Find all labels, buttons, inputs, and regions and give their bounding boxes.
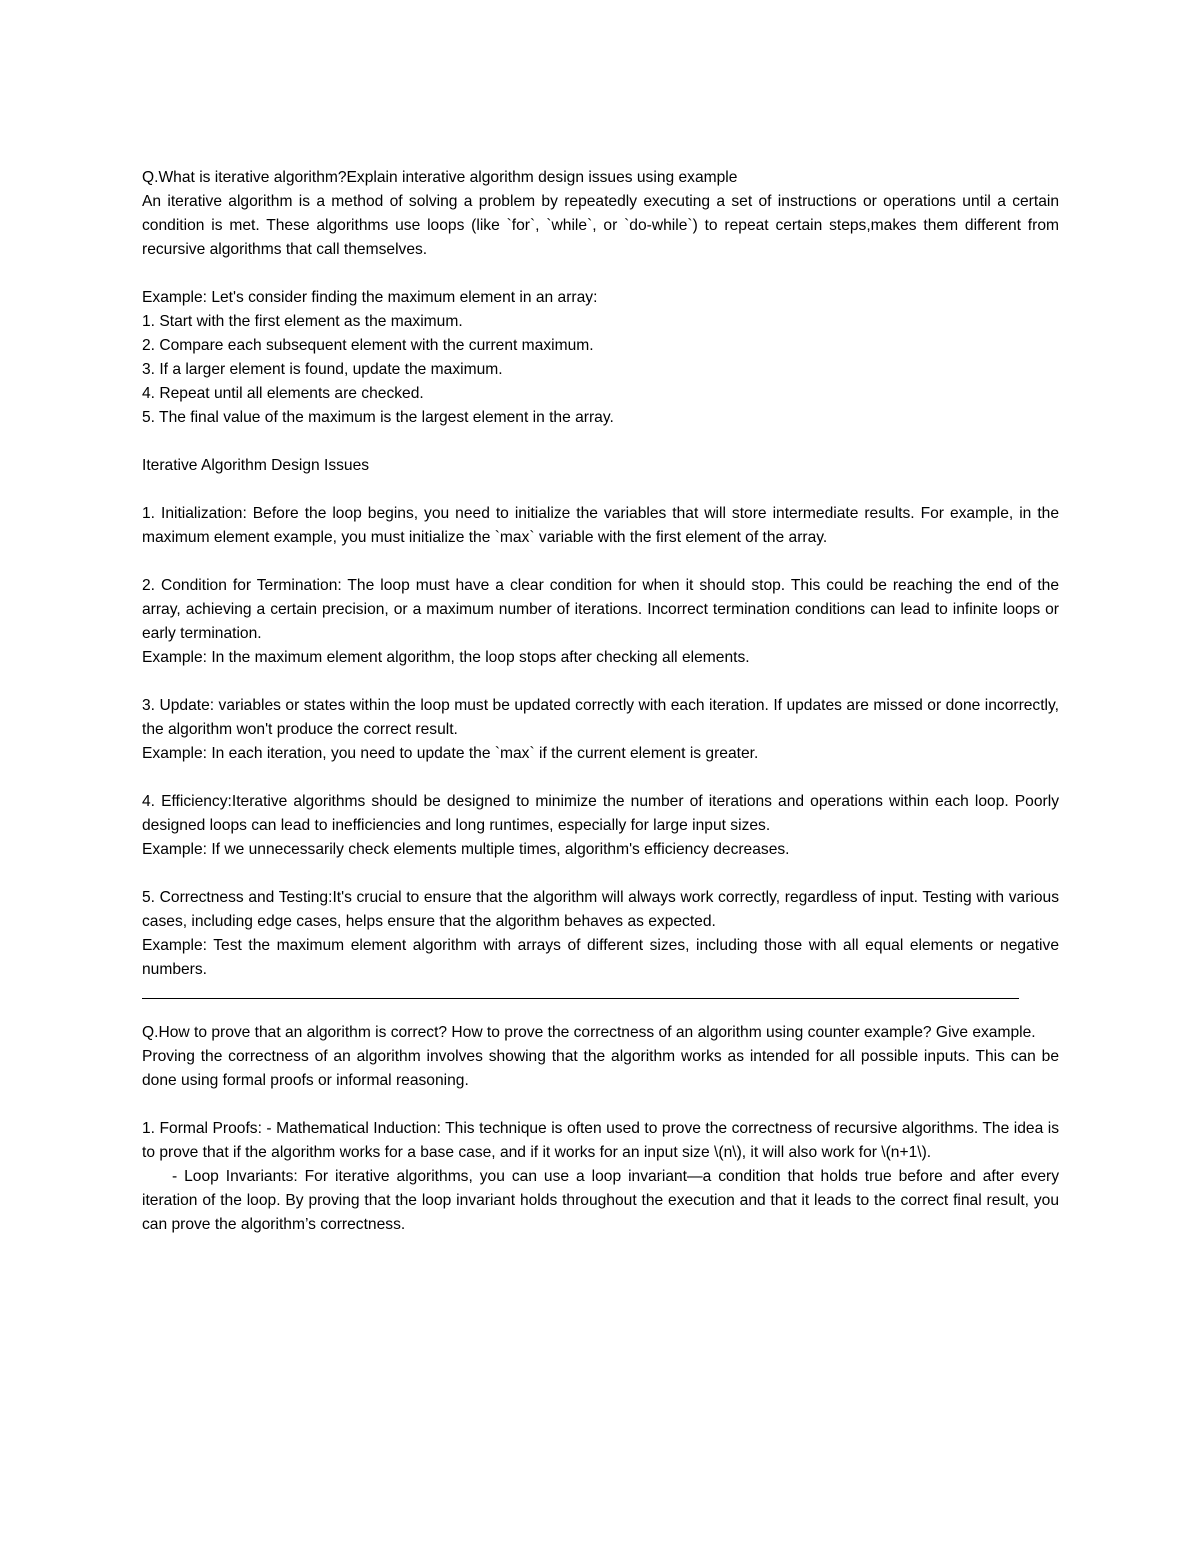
issue-correctness-testing-example: Example: Test the maximum element algorithm with arrays of different sizes, including those with all equal elements or negative numbers.	[142, 937, 1059, 978]
example-step-5: 5. The final value of the maximum is the largest element in the array.	[142, 409, 614, 426]
section-divider	[142, 998, 1019, 999]
formal-proofs-paragraph: 1. Formal Proofs: - Mathematical Induction: This technique is often used to prove the correctness of recursive algorithms. The idea is to prove that if the algorithm works for a base case, and if it works for an input size \(n\), it will also work for \(n+1\).	[142, 1120, 1059, 1161]
spacer	[142, 862, 1059, 886]
spacer	[142, 478, 1059, 502]
design-issues-heading: Iterative Algorithm Design Issues	[142, 457, 370, 474]
issue-update: 3. Update: variables or states within the loop must be updated correctly with each iteration. If updates are missed or done incorrectly, the algorithm won't produce the correct result.	[142, 697, 1059, 738]
example-step-4: 4. Repeat until all elements are checked.	[142, 385, 424, 402]
spacer	[142, 550, 1059, 574]
spacer	[142, 1093, 1059, 1117]
issue-termination: 2. Condition for Termination: The loop must have a clear condition for when it should stop. This could be reaching the end of the array, achieving a certain precision, or a maximum number of iterations. Incorrect termination conditions can lead to infinite loops or early termination.	[142, 577, 1059, 642]
issue-update-example: Example: In each iteration, you need to update the `max` if the current element is greater.	[142, 745, 759, 762]
issue-correctness-testing: 5. Correctness and Testing:It's crucial to ensure that the algorithm will always work correctly, regardless of input. Testing with various cases, including edge cases, helps ensure that the algorithm behaves as expected.	[142, 889, 1059, 930]
spacer	[142, 766, 1059, 790]
correctness-intro-paragraph: Proving the correctness of an algorithm involves showing that the algorithm works as intended for all possible inputs. This can be done using formal proofs or informal reasoning.	[142, 1048, 1059, 1089]
issue-initialization: 1. Initialization: Before the loop begins, you need to initialize the variables that will store intermediate results. For example, in the maximum element example, you must initialize the `max` variable with the first element of the array.	[142, 505, 1059, 546]
question-iterative-algorithm: Q.What is iterative algorithm?Explain interative algorithm design issues using example	[142, 169, 738, 186]
issue-efficiency-example: Example: If we unnecessarily check elements multiple times, algorithm's efficiency decreases.	[142, 841, 790, 858]
document-page	[142, 166, 1059, 1237]
spacer	[142, 670, 1059, 694]
spacer	[142, 262, 1059, 286]
example-step-1: 1. Start with the first element as the maximum.	[142, 313, 463, 330]
issue-termination-example: Example: In the maximum element algorithm, the loop stops after checking all elements.	[142, 649, 750, 666]
iterative-definition-paragraph: An iterative algorithm is a method of solving a problem by repeatedly executing a set of instructions or operations until a certain condition is met. These algorithms use loops (like `for`, `while`, or `do-while`) to repeat certain steps,makes them different from recursive algorithms that call themselves.	[142, 193, 1059, 258]
example-intro: Example: Let's consider finding the maximum element in an array:	[142, 289, 598, 306]
question-algorithm-correctness: Q.How to prove that an algorithm is correct? How to prove the correctness of an algorithm using counter example? Give example.	[142, 1024, 1036, 1041]
loop-invariants-paragraph: - Loop Invariants: For iterative algorithms, you can use a loop invariant—a condition that holds true before and after every iteration of the loop. By proving that the loop invariant holds throughout the execution and that it leads to the correct final result, you can prove the algorithm’s correctness.	[142, 1168, 1059, 1233]
issue-efficiency: 4. Efficiency:Iterative algorithms should be designed to minimize the number of iterations and operations within each loop. Poorly designed loops can lead to inefficiencies and long runtimes, especially for large input sizes.	[142, 793, 1059, 834]
spacer	[142, 430, 1059, 454]
example-step-3: 3. If a larger element is found, update the maximum.	[142, 361, 503, 378]
example-step-2: 2. Compare each subsequent element with the current maximum.	[142, 337, 594, 354]
